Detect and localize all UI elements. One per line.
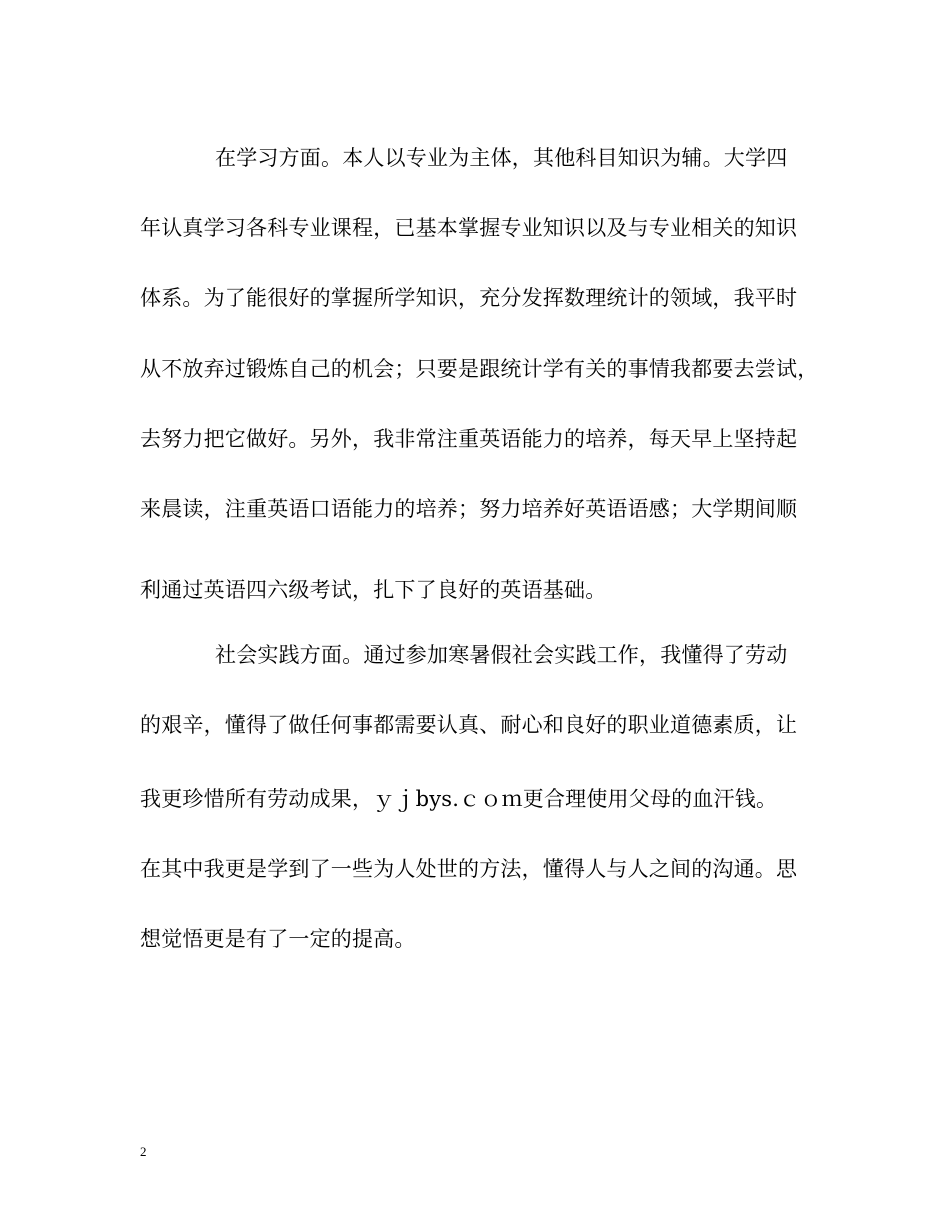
paragraph-2-line-1: 社会实践方面。通过参加寒暑假社会实践工作，我懂得了劳动 <box>215 643 788 667</box>
page-number: 2 <box>140 1144 147 1159</box>
paragraph-2-line-3: 我更珍惜所有劳动成果，ｙｊbys.ｃｏｍ更合理使用父母的血汗钱。 <box>140 787 778 811</box>
paragraph-2-line-5: 想觉悟更是有了一定的提高。 <box>140 927 416 951</box>
paragraph-1-line-6: 来晨读，注重英语口语能力的培养；努力培养好英语语感；大学期间顺 <box>140 497 798 521</box>
paragraph-1-line-2: 年认真学习各科专业课程，已基本掌握专业知识以及与专业相关的知识 <box>140 216 798 240</box>
paragraph-2-line-2: 的艰辛，懂得了做任何事都需要认真、耐心和良好的职业道德素质，让 <box>140 713 798 737</box>
paragraph-1-line-4: 从不放弃过锻炼自己的机会；只要是跟统计学有关的事情我都要去尝试， <box>140 357 819 381</box>
paragraph-1-line-3: 体系。为了能很好的掌握所学知识，充分发挥数理统计的领域，我平时 <box>140 286 798 310</box>
paragraph-2-line-4: 在其中我更是学到了一些为人处世的方法，懂得人与人之间的沟通。思 <box>140 857 798 881</box>
paragraph-1-line-5: 去努力把它做好。另外，我非常注重英语能力的培养，每天早上坚持起 <box>140 427 798 451</box>
paragraph-1-line-1: 在学习方面。本人以专业为主体，其他科目知识为辅。大学四 <box>215 146 788 170</box>
paragraph-1-line-7: 利通过英语四六级考试，扎下了良好的英语基础。 <box>140 578 607 602</box>
